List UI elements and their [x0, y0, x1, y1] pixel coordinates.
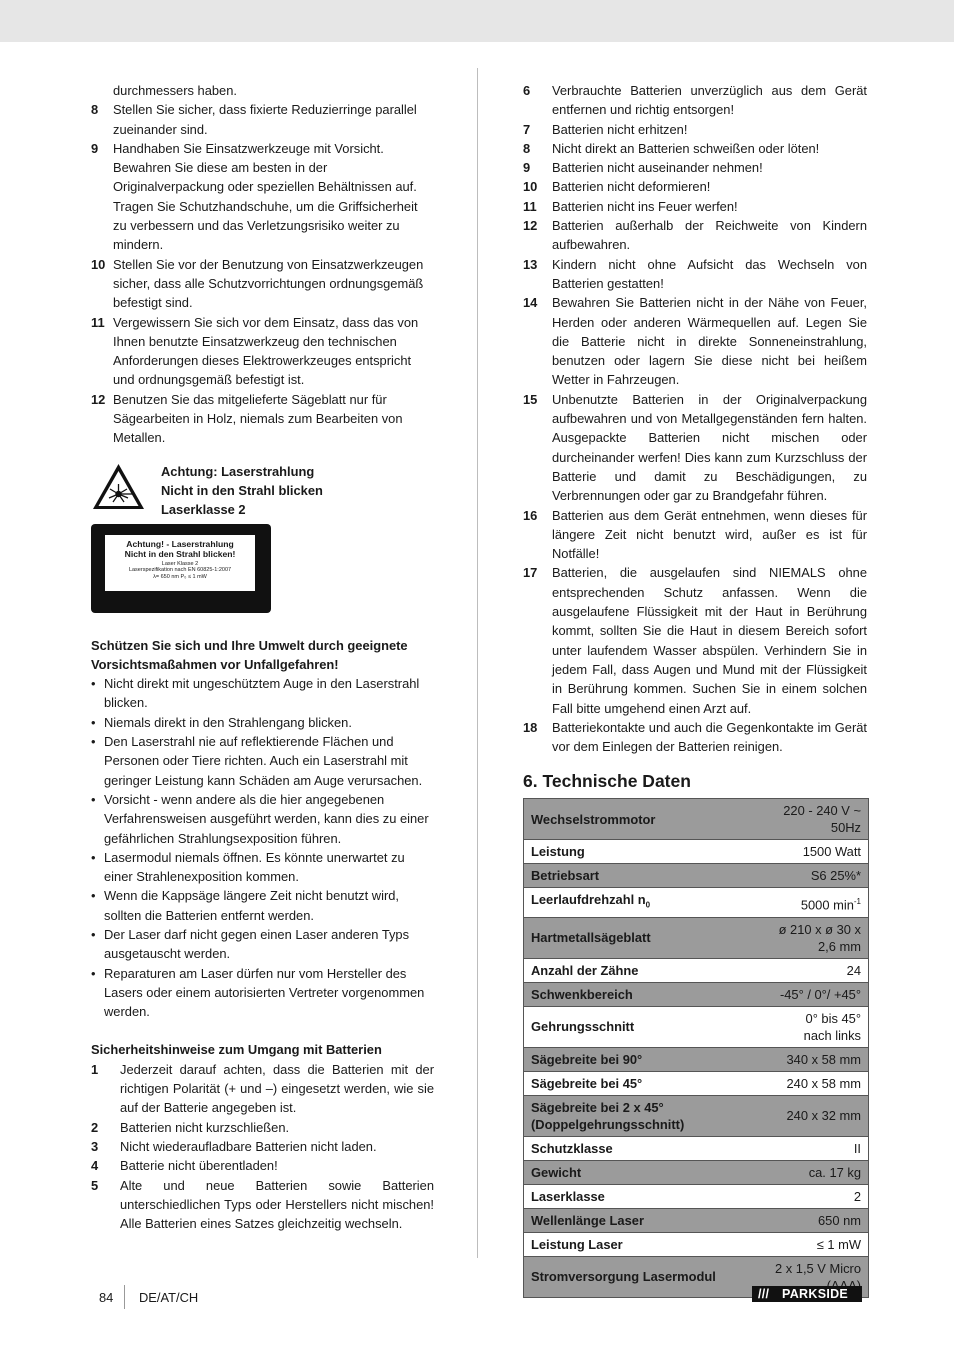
table-row	[524, 864, 869, 888]
spec-name	[524, 1047, 768, 1071]
item-number: 10	[91, 256, 106, 272]
spec-name-text: Laserklasse	[531, 1188, 605, 1204]
battery-heading: Sicherheitshinweise zum Umgang mit Batterien	[91, 1042, 382, 1058]
spec-value	[767, 1006, 868, 1047]
spec-name-text: Sägebreite bei 2 x 45° (Doppelgehrungsschnitt)	[531, 1099, 685, 1132]
spec-name	[524, 799, 768, 840]
spec-name	[524, 840, 768, 864]
spec-value-text: 24	[846, 962, 861, 978]
spec-value	[767, 1232, 868, 1256]
item-text: Handhaben Sie Einsatzwerkzeuge mit Vorsicht. Bewahren Sie diese am besten in der Originalverpackung oder speziellen Behältnissen auf. Tragen Sie Schutzhandschuhe, um die Griffsicherheit zu verbessern und das Verletzungsrisiko weiter zu mindern.	[113, 140, 418, 253]
item-text: Unbenutzte Batterien in der Originalverpackung aufbewahren und von Metallgegenständen fern halten. Ausgepackte Batterien nicht mischen oder durcheinander werfen! Dies kann zum Kurzschluss der Batterie und damit zu Beschädigungen, zu Verbrennungen oder gar zu Brandgefahr führen.	[552, 391, 867, 504]
list-item	[91, 1156, 434, 1175]
item-text: Batterien nicht ins Feuer werfen!	[552, 198, 738, 214]
table-row	[524, 1208, 869, 1232]
list-item	[523, 197, 867, 216]
column-divider	[477, 68, 478, 1258]
spec-value	[767, 864, 868, 888]
item-text: Batteriekontakte und auch die Gegenkontakte im Gerät vor dem Einlegen der Batterien reinigen.	[552, 719, 867, 755]
bullet-list	[91, 674, 434, 1021]
section-title: 6. Technische Daten	[523, 771, 691, 792]
page-number: 84	[99, 1290, 114, 1305]
safety-list	[91, 100, 434, 447]
item-text: Stellen Sie sicher, dass fixierte Reduzierringe parallel zueinander sind.	[113, 102, 417, 137]
spec-name-text: Wechselstrommotor	[531, 811, 656, 827]
item-number: 13	[523, 256, 538, 272]
spec-value	[767, 1136, 868, 1160]
label-line: Achtung! - Laserstrahlung	[126, 538, 234, 549]
table-row	[524, 982, 869, 1006]
spec-value	[767, 1071, 868, 1095]
item-number: 14	[523, 295, 538, 311]
item-number: 8	[91, 102, 99, 118]
table-row	[524, 1160, 869, 1184]
list-item	[523, 81, 867, 120]
item-text: Jederzeit darauf achten, dass die Batterien mit der richtigen Polarität (+ und –) eingesetzt werden, wie sie auf der Batterie angegeben ist.	[120, 1061, 434, 1116]
item-number: 11	[91, 314, 105, 330]
list-item	[91, 1137, 434, 1156]
bullet-item	[91, 886, 434, 925]
bullet-item	[91, 925, 434, 964]
bullet-item	[91, 674, 434, 713]
spec-name	[524, 982, 768, 1006]
footer-language: DE/AT/CH	[139, 1290, 199, 1305]
item-number: 16	[523, 507, 538, 523]
table-row	[524, 840, 869, 864]
warning-line: Achtung: Laserstrahlung	[161, 463, 315, 479]
spec-value-text: ≤ 1 mW	[816, 1236, 861, 1252]
spec-name	[524, 1095, 768, 1136]
spec-name	[524, 1256, 768, 1297]
spec-name-text: Gewicht	[531, 1164, 582, 1180]
item-text: Stellen Sie vor der Benutzung von Einsatzwerkzeugen sicher, dass alle Schutzvorrichtungen ordnungsgemäß befestigt sind.	[113, 256, 424, 311]
table-row	[524, 799, 869, 840]
table-row	[524, 1095, 869, 1136]
bullet-icon: •	[91, 926, 96, 942]
spec-name-text: Leistung	[531, 844, 585, 860]
spec-name	[524, 1232, 768, 1256]
item-number: 11	[523, 198, 537, 214]
spec-value-text: 5000 min	[800, 896, 854, 912]
item-text: Batterien nicht deformieren!	[552, 179, 711, 195]
item-text: Batterien außerhalb der Reichweite von Kindern aufbewahren.	[552, 218, 867, 253]
footer-separator	[124, 1285, 125, 1309]
table-row	[524, 1006, 869, 1047]
spec-value-text: -45° / 0°/ +45°	[779, 986, 861, 1002]
label-line: Laser Klasse 2	[161, 560, 199, 567]
spec-name-text: Stromversorgung Lasermodul	[531, 1269, 716, 1285]
item-number: 5	[91, 1177, 99, 1193]
spec-value	[767, 1095, 868, 1136]
item-number: 18	[523, 719, 538, 735]
item-text: Nicht wiederaufladbare Batterien nicht laden.	[120, 1138, 377, 1154]
item-number: 4	[91, 1158, 99, 1174]
spec-name	[524, 1006, 768, 1047]
table-row	[524, 1071, 869, 1095]
item-text: Batterien nicht auseinander nehmen!	[552, 160, 763, 176]
spec-value	[767, 958, 868, 982]
protect-heading: Schützen Sie sich und Ihre Umwelt durch geeignete Vorsichtsmaßahmen vor Unfallgefahren!	[91, 637, 408, 672]
bullet-item	[91, 964, 434, 1022]
bullet-text: Nicht direkt mit ungeschütztem Auge in den Laserstrahl blicken.	[104, 676, 420, 711]
bullet-text: Den Laserstrahl nie auf reflektierende Flächen und Personen oder Tiere richten. Auch ein Laserstrahl mit geringer Leistung kann Schäden am Auge verursachen.	[104, 734, 423, 788]
item-number: 3	[91, 1138, 99, 1154]
item-text: Batterie nicht überentladen!	[120, 1158, 278, 1174]
list-item	[523, 139, 867, 158]
item-number: 12	[523, 218, 538, 234]
spec-name	[524, 1136, 768, 1160]
item-text: Kindern nicht ohne Aufsicht das Wechseln von Batterien gestatten!	[552, 256, 867, 291]
bullet-text: Niemals direkt in den Strahlengang blicken.	[104, 714, 352, 730]
spec-value	[767, 799, 868, 840]
spec-name-text: Leerlaufdrehzahl n	[531, 892, 646, 908]
laser-warning	[91, 462, 434, 520]
label-line: Laserspezifikation nach EN 60825-1:2007	[128, 567, 232, 574]
item-number: 9	[91, 140, 99, 156]
item-text: Verbrauchte Batterien unverzüglich aus dem Gerät entfernen und richtig entsorgen!	[552, 83, 867, 118]
right-column	[523, 81, 867, 1298]
laser-warning-icon	[91, 462, 146, 512]
spec-value-text: 240 x 58 mm	[786, 1075, 861, 1091]
item-text: Batterien nicht erhitzen!	[552, 121, 688, 137]
spec-value-text: 1500 Watt	[802, 844, 861, 860]
spec-value	[767, 840, 868, 864]
laser-label	[91, 524, 271, 613]
spec-value-text: 2 x 1,5 V Micro	[775, 1260, 861, 1276]
item-number: 15	[523, 391, 538, 407]
bullet-item	[91, 732, 434, 790]
bullet-item	[91, 848, 434, 887]
list-item	[91, 313, 434, 390]
spec-value-text: ø 210 x ø 30 x 2,6 mm	[778, 921, 861, 954]
spec-value-text: ca. 17 kg	[808, 1164, 861, 1180]
spec-name	[524, 888, 768, 918]
spec-name	[524, 917, 768, 958]
table-row	[524, 1184, 869, 1208]
table-row	[524, 1047, 869, 1071]
item-number: 10	[523, 179, 538, 195]
spec-name-text: Schwenkbereich	[531, 986, 633, 1002]
list-item	[523, 158, 867, 177]
spec-name-text: Hartmetallsägeblatt	[531, 930, 651, 946]
left-column	[91, 81, 434, 1233]
list-item	[91, 1118, 434, 1137]
list-item	[523, 293, 867, 389]
spec-value	[767, 1047, 868, 1071]
table-row	[524, 917, 869, 958]
item-text: Batterien, die ausgelaufen sind NIEMALS ohne entsprechenden Schutz anfassen. Wenn die ausgelaufene Flüssigkeit mit der Haut in Berührung kommt, sollten Sie die Haut in diesem Bereich sofort unter laufendem Wasser abspülen. Verhindern Sie in jedem Fall, dass Augen und Mund mit der Flüssigkeit in Berührung kommen. Suchen Sie in einem solchen Fall bitte umgehend einen Arzt auf.	[552, 565, 867, 716]
spec-name-text: Betriebsart	[531, 868, 600, 884]
spec-value	[767, 1160, 868, 1184]
bullet-icon: •	[91, 714, 96, 730]
spec-name-text: Schutzklasse	[531, 1140, 613, 1156]
item-text: Benutzen Sie das mitgelieferte Sägeblatt nur für Sägearbeiten in Holz, niemals zum Bearbeiten von Metallen.	[113, 391, 403, 446]
spec-value	[767, 1208, 868, 1232]
spec-value-text: S6 25%*	[810, 868, 861, 884]
list-item	[523, 718, 867, 757]
spec-name	[524, 1208, 768, 1232]
battery-list	[91, 1060, 434, 1234]
bullet-text: Der Laser darf nicht gegen einen Laser anderen Typs ausgetauscht werden.	[104, 926, 410, 962]
list-item	[523, 255, 867, 294]
item-text: Vergewissern Sie sich vor dem Einsatz, dass das von Ihnen benutzte Einsatzwerkzeug den technischen Anforderungen dieses Elektrowerkzeuges entspricht und ordnungsgemäß befestigt ist.	[113, 314, 419, 388]
table-row	[524, 958, 869, 982]
list-item	[91, 139, 434, 255]
bullet-text: Vorsicht - wenn andere als die hier angegebenen Verfahrensweisen ausgeführt werden, kann dies zu einer gefährlichen Strahlungsexposition führen.	[104, 791, 429, 846]
table-row	[524, 1232, 869, 1256]
spec-value	[767, 1184, 868, 1208]
item-text: Nicht direkt an Batterien schweißen oder löten!	[552, 140, 820, 156]
label-line: λ= 650 nm P₀ ≤ 1 mW	[153, 573, 207, 580]
spec-value-text: 0° bis 45° nach links	[803, 1010, 861, 1043]
list-item	[91, 390, 434, 448]
item-number: 7	[523, 121, 531, 137]
spec-name-text: Sägebreite bei 90°	[531, 1051, 643, 1067]
spec-value-text: 240 x 32 mm	[786, 1108, 861, 1124]
list-item	[91, 255, 434, 313]
bullet-text: Wenn die Kappsäge längere Zeit nicht benutzt wird, sollten die Batterien entfernt werden.	[104, 888, 399, 923]
spec-value	[767, 917, 868, 958]
spec-name	[524, 1071, 768, 1095]
item-number: 6	[523, 83, 531, 98]
list-item	[91, 1176, 434, 1234]
item-number: 9	[523, 160, 531, 176]
spec-name-text: Anzahl der Zähne	[531, 962, 639, 978]
spec-name-text: Wellenlänge Laser	[531, 1212, 644, 1228]
bullet-icon: •	[91, 965, 96, 981]
bullet-icon: •	[91, 734, 96, 750]
spec-value-text: 650 nm	[818, 1212, 861, 1228]
list-item	[91, 100, 434, 139]
item-number: 8	[523, 140, 531, 156]
bullet-item	[91, 790, 434, 848]
spec-name	[524, 958, 768, 982]
bullet-text: Lasermodul niemals öffnen. Es könnte unerwartet zu einer Strahlenexposition kommen.	[104, 849, 405, 885]
bullet-icon: •	[91, 676, 96, 692]
bullet-icon: •	[91, 849, 96, 865]
list-item	[91, 1060, 434, 1118]
spec-value-text: 2	[853, 1188, 861, 1204]
item-text: Alte und neue Batterien sowie Batterien unterschiedlichen Typs oder Herstellers nicht mischen! Alle Batterien eines Satzes gleichzeitig wechseln.	[120, 1177, 434, 1232]
list-item	[523, 506, 867, 564]
brand-logo: /// PARKSIDE	[752, 1286, 862, 1302]
item-text: Batterien aus dem Gerät entnehmen, wenn dieses für längere Zeit nicht benutzt wird, außer es ist für Notfälle!	[552, 507, 867, 562]
warning-line: Nicht in den Strahl blicken	[161, 482, 323, 498]
spec-value-text: II	[853, 1140, 861, 1156]
bullet-icon: •	[91, 888, 96, 904]
label-line: Nicht in den Strahl blicken!	[124, 548, 236, 559]
spec-value	[767, 982, 868, 1006]
spec-superscript: -1	[853, 896, 861, 906]
list-item	[523, 563, 867, 717]
spec-name-text: Gehrungsschnitt	[531, 1019, 635, 1035]
spec-name-text: Sägebreite bei 45°	[531, 1075, 643, 1091]
list-item	[523, 390, 867, 506]
list-item: durchmessers haben.	[113, 83, 237, 98]
tech-table	[523, 798, 869, 1298]
spec-name	[524, 1160, 768, 1184]
spec-name	[524, 864, 768, 888]
item-number: 17	[523, 565, 538, 581]
top-band	[0, 0, 954, 42]
item-number: 1	[91, 1061, 99, 1077]
warning-line: Laserklasse 2	[161, 502, 246, 518]
spec-name	[524, 1184, 768, 1208]
list-item	[523, 120, 867, 139]
item-number: 2	[91, 1119, 99, 1135]
list-item	[523, 216, 867, 255]
spec-value-text: 340 x 58 mm	[786, 1051, 861, 1067]
spec-value	[767, 888, 868, 918]
item-text: Bewahren Sie Batterien nicht in der Nähe von Feuer, Herden oder anderen Wärmequellen auf. Legen Sie die Batterie nicht in direkte Sonneneinstrahlung, benutzen oder lagern Sie diese nicht bei heißem Wetter in Fahrzeugen.	[552, 295, 867, 388]
table-row	[524, 1136, 869, 1160]
brand-slashes-icon: ///	[758, 1287, 770, 1301]
bullet-text: Reparaturen am Laser dürfen nur vom Hersteller des Lasers oder einem autorisierten Vertreter vorgenommen werden.	[104, 965, 425, 1020]
battery-list-continued	[523, 81, 867, 756]
table-row	[524, 888, 869, 918]
bullet-item	[91, 713, 434, 732]
list-item	[523, 177, 867, 196]
spec-value-text: 220 - 240 V ~ 50Hz	[783, 803, 861, 836]
item-number: 12	[91, 391, 106, 407]
spec-subscript: 0	[645, 900, 651, 910]
item-text: Batterien nicht kurzschließen.	[120, 1119, 290, 1135]
bullet-icon: •	[91, 791, 96, 807]
spec-name-text: Leistung Laser	[531, 1236, 623, 1252]
